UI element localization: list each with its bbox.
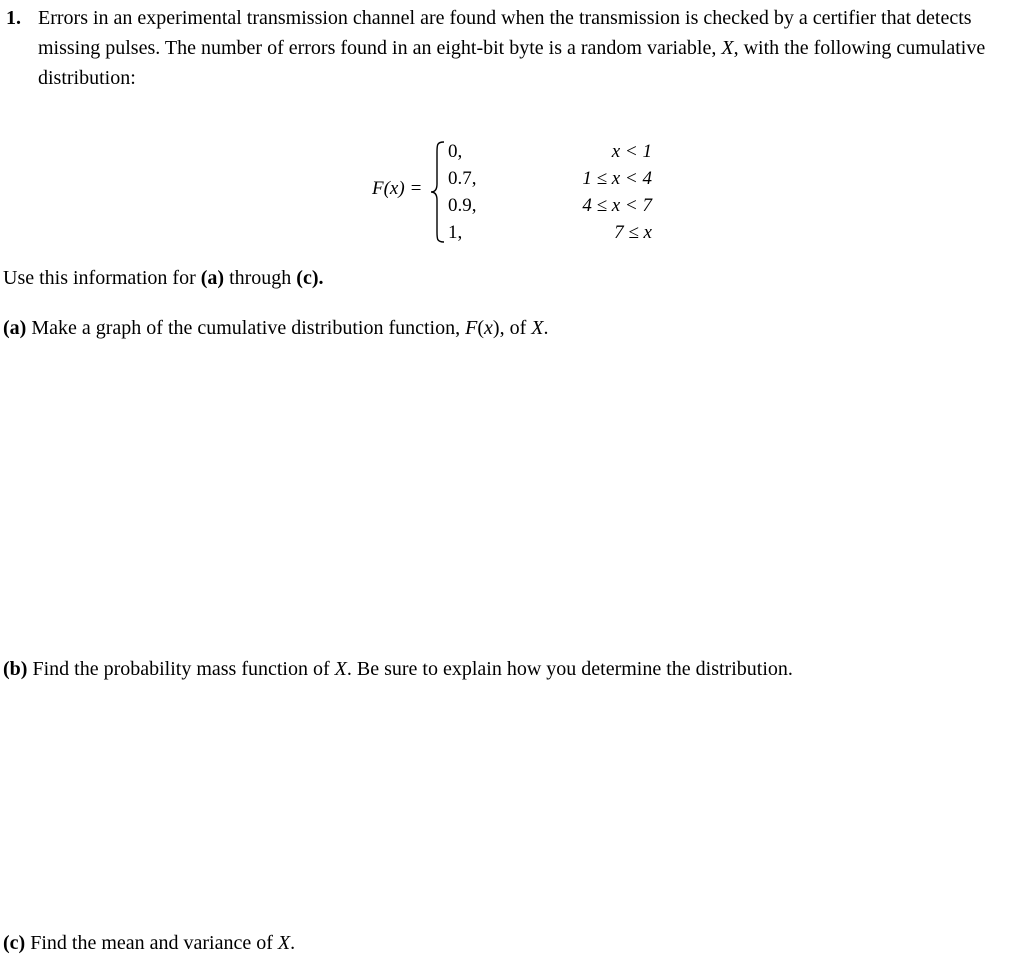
part-b-label: (b) <box>3 658 28 680</box>
use-info-line <box>3 264 324 292</box>
part-b-end: . Be sure to explain how you determine the distribution. <box>346 658 793 680</box>
part-a-label: (a) <box>3 317 27 339</box>
use-info-part-a: (a) <box>200 267 225 289</box>
use-info-middle: through <box>224 267 297 289</box>
part-b-var: X <box>334 658 347 680</box>
part-b <box>3 655 793 683</box>
part-c-end: . <box>290 932 296 954</box>
case-condition-2: 1 ≤ x < 4 <box>582 168 652 189</box>
case-condition-3: 4 ≤ x < 7 <box>582 195 652 216</box>
problem-intro-end: , with the following cumulative distribution: <box>38 37 986 89</box>
part-c-text: Find the mean and variance of <box>25 932 278 954</box>
cdf-formula <box>372 138 672 248</box>
part-b-text: Find the probability mass function of <box>27 658 335 680</box>
use-info-prefix: Use this information for <box>3 267 201 289</box>
case-value-1: 0, <box>448 141 463 162</box>
part-c <box>3 929 295 957</box>
part-a-paren-close: ) <box>492 317 500 339</box>
part-a-text: Make a graph of the cumulative distribution function, <box>26 317 466 339</box>
part-a-arg: x <box>484 317 493 339</box>
problem-statement <box>38 3 1020 93</box>
part-c-label: (c) <box>3 932 26 954</box>
problem-1 <box>6 3 1020 93</box>
problem-intro-start: Errors in an experimental transmission channel are found when the transmission is checked by a certifier that detects missing pulses. The number of errors found in an eight-bit byte is a random variable, <box>38 7 972 59</box>
left-brace-icon <box>430 140 446 244</box>
part-a-var: X <box>531 317 544 339</box>
use-info-suffix: . <box>318 267 324 289</box>
case-condition-4: 7 ≤ x <box>614 222 652 243</box>
part-a-paren-open: ( <box>477 317 484 339</box>
case-value-3: 0.9, <box>448 195 477 216</box>
problem-number: 1. <box>6 7 21 29</box>
random-variable: X <box>721 37 734 59</box>
case-value-2: 0.7, <box>448 168 477 189</box>
part-c-var: X <box>277 932 291 954</box>
part-a-mid: , of <box>499 317 532 339</box>
case-condition-1: x < 1 <box>611 141 652 162</box>
use-info-part-c: (c) <box>296 267 319 289</box>
part-a-end: . <box>543 317 549 339</box>
formula-lhs: F(x) = <box>372 178 423 199</box>
part-a-func: F <box>465 317 478 339</box>
part-a <box>3 314 548 342</box>
case-value-4: 1, <box>448 222 463 243</box>
